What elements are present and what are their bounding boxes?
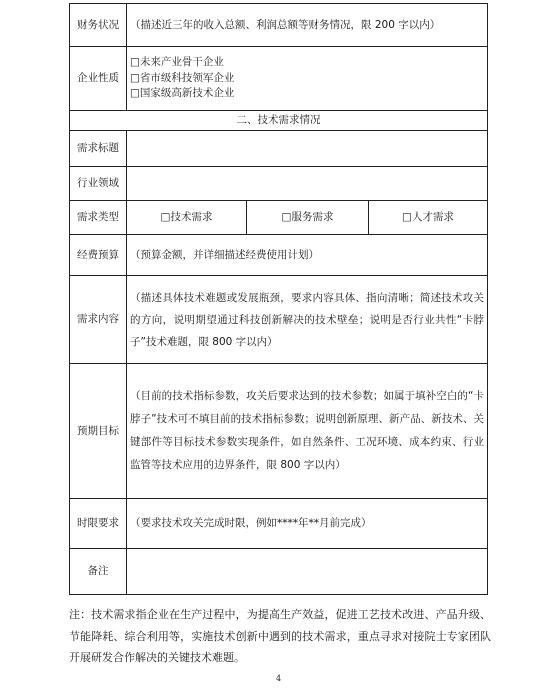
technical-demand-form <box>69 3 487 595</box>
demand-type-option-technology[interactable]: □技术需求 <box>127 201 247 235</box>
content-label: 需求内容 <box>70 276 127 364</box>
nature-option-future-industry[interactable]: □未来产业骨干企业 <box>130 56 224 69</box>
deadline-field[interactable]: （要求技术攻关完成时限，例如****年**月前完成） <box>127 499 488 549</box>
budget-label: 经费预算 <box>70 235 127 276</box>
row-demand-title <box>70 131 488 167</box>
row-finance <box>70 4 488 47</box>
row-deadline <box>70 499 488 549</box>
demand-title-label: 需求标题 <box>70 131 127 167</box>
row-section-title <box>70 111 488 131</box>
page-number: 4 <box>275 674 282 683</box>
demand-title-field[interactable] <box>127 131 488 167</box>
row-targets <box>70 364 488 499</box>
nature-option-provincial-leader[interactable]: □省市级科技领军企业 <box>130 71 235 84</box>
remarks-field[interactable] <box>127 549 488 595</box>
finance-label: 财务状况 <box>70 4 127 47</box>
industry-label: 行业领域 <box>70 167 127 201</box>
nature-option-national-hightech[interactable]: □国家级高新技术企业 <box>130 87 235 100</box>
nature-options <box>127 47 488 111</box>
remarks-label: 备注 <box>70 549 127 595</box>
row-nature <box>70 47 488 111</box>
targets-field[interactable]: （目前的技术指标参数，攻关后要求达到的技术参数；如属于填补空白的“卡脖子”技术可不填目前的技术指标参数；说明创新原理、新产品、新技术、关键部件等目标技术参数实现条件，如自然条件、工况环境、成本约束、行业监管等技术应用的边界条件，限 800 字以内） <box>127 364 488 499</box>
footnote: 注：技术需求指企业在生产过程中，为提高生产效益，促进工艺技术改进、产品升级、节能降耗、综合利用等，实施技术创新中遇到的技术需求，重点寻求对接院士专家团队开展研发合作解决的关键技术难题。 <box>69 608 491 664</box>
nature-label: 企业性质 <box>70 47 127 111</box>
targets-label: 预期目标 <box>70 364 127 499</box>
row-budget <box>70 235 488 276</box>
industry-field[interactable] <box>127 167 488 201</box>
demand-type-option-service[interactable]: □服务需求 <box>247 201 369 235</box>
row-content <box>70 276 488 364</box>
content-field[interactable]: （描述具体技术难题或发展瓶颈，要求内容具体、指向清晰；简述技术攻关的方向，说明期望通过科技创新解决的技术壁垒；说明是否行业共性“卡脖子”技术难题，限 800 字以内） <box>127 276 488 364</box>
demand-type-label: 需求类型 <box>70 201 127 235</box>
row-demand-type <box>70 201 488 235</box>
form-table <box>69 3 488 595</box>
row-remarks <box>70 549 488 595</box>
finance-field[interactable]: （描述近三年的收入总额、利润总额等财务情况，限 200 字以内） <box>127 4 488 47</box>
budget-field[interactable]: （预算金额，并详细描述经费使用计划） <box>127 235 488 276</box>
section-title: 二、技术需求情况 <box>70 111 488 131</box>
demand-type-option-talent[interactable]: □人才需求 <box>369 201 488 235</box>
deadline-label: 时限要求 <box>70 499 127 549</box>
row-industry <box>70 167 488 201</box>
